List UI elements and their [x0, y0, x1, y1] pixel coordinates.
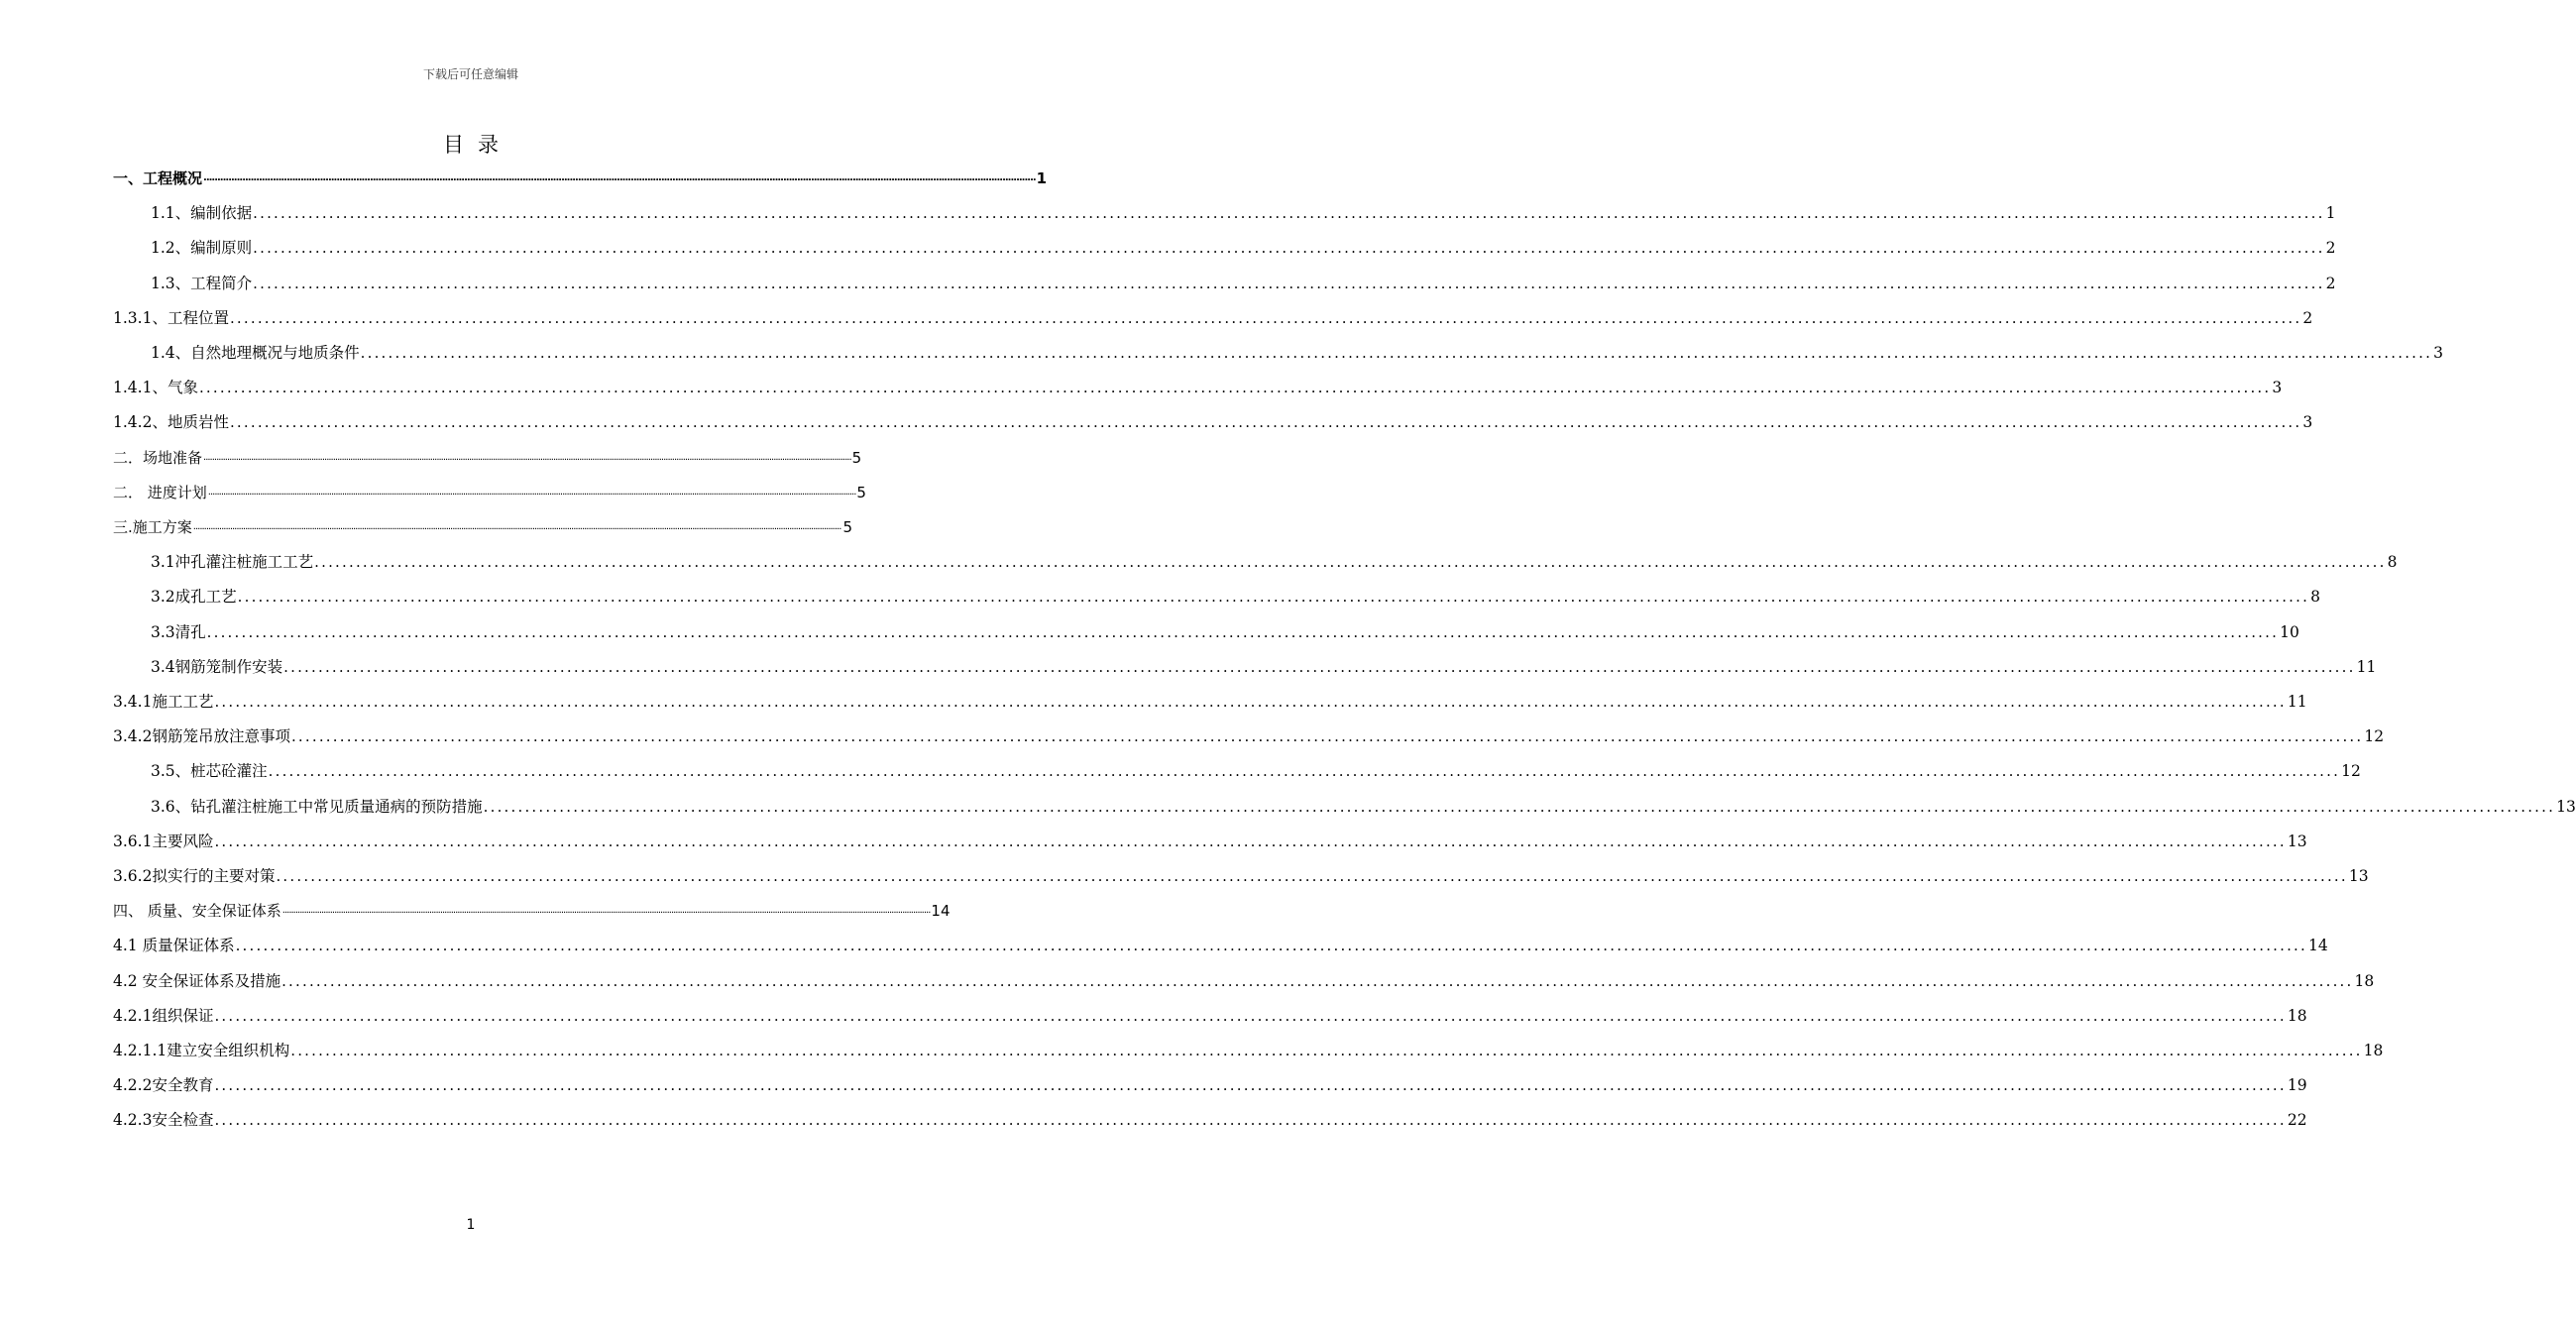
toc-entry-page: 18 — [2363, 1042, 2384, 1059]
toc-entry-label: 一、工程概况 — [113, 169, 203, 187]
toc-entry[interactable] — [113, 1073, 2307, 1097]
toc-entry-page: 2 — [2302, 308, 2313, 327]
toc-entry-page: 14 — [2308, 937, 2328, 955]
toc-leader-dots: ............................................................................................................................................................................................................................................................................................................ — [276, 867, 2348, 885]
toc-entry-page: 13 — [2287, 832, 2307, 850]
toc-leader-dots: ............................................................................................................................................................................................................................................................................................................ — [206, 622, 2280, 641]
toc-entry[interactable] — [113, 934, 2328, 957]
toc-entry-page: 13 — [2348, 867, 2369, 885]
toc-entry-label: 1.4、自然地理概况与地质条件 — [151, 344, 360, 362]
toc-entry-label: 1.1、编制依据 — [151, 204, 253, 223]
toc-leader-dots: ............................................................................................................................................................................................................................................................................................................ — [207, 486, 856, 498]
toc-entry[interactable] — [151, 201, 2336, 225]
toc-leader-dots: ............................................................................................................................................................................................................................................................................................................ — [237, 588, 2310, 607]
toc-entry[interactable] — [113, 446, 862, 470]
toc-leader-dots: ............................................................................................................................................................................................................................................................................................................ — [281, 905, 931, 917]
toc-leader-dots: ............................................................................................................................................................................................................................................................................................................ — [235, 937, 2307, 955]
toc-entry-page: 1 — [2325, 204, 2336, 223]
toc-entry[interactable] — [113, 830, 2307, 853]
toc-entry[interactable] — [151, 236, 2336, 260]
toc-entry-label: 3.2成孔工艺 — [151, 588, 237, 607]
toc-entry-page: 3 — [2272, 379, 2283, 397]
toc-entry[interactable] — [113, 864, 2369, 888]
toc-leader-dots: ............................................................................................................................................................................................................................................................................................................ — [253, 204, 2325, 223]
toc-entry[interactable] — [113, 724, 2385, 748]
toc-entry[interactable] — [113, 690, 2307, 714]
toc-entry[interactable] — [151, 759, 2361, 783]
toc-leader-dots: ............................................................................................................................................................................................................................................................................................................ — [253, 239, 2325, 258]
toc-entry[interactable] — [151, 585, 2320, 609]
toc-entry-page: 2 — [2325, 274, 2336, 292]
toc-entry-page: 22 — [2287, 1111, 2307, 1130]
toc-leader-dots: ............................................................................................................................................................................................................................................................................................................ — [214, 1111, 2287, 1130]
toc-leader-dots: ............................................................................................................................................................................................................................................................................................................ — [290, 727, 2364, 746]
toc-entry[interactable] — [113, 969, 2375, 993]
toc-entry-label: 1.3、工程简介 — [151, 274, 253, 292]
toc-leader-dots: ............................................................................................................................................................................................................................................................................................................ — [268, 762, 2341, 781]
toc-entry-page: 10 — [2280, 622, 2299, 641]
page-number: 1 — [466, 1217, 476, 1233]
toc-entry-label: 3.6、钻孔灌注桩施工中常见质量通病的预防措施 — [151, 797, 483, 816]
toc-entry-page: 18 — [2287, 1006, 2307, 1025]
toc-entry[interactable] — [151, 341, 2443, 365]
toc-entry[interactable] — [113, 1004, 2307, 1028]
toc-entry[interactable] — [151, 620, 2299, 644]
toc-entry-label: 1.2、编制原则 — [151, 239, 253, 258]
toc-leader-dots: ............................................................................................................................................................................................................................................................................................................ — [290, 1042, 2363, 1059]
toc-entry-page: 3 — [2302, 413, 2313, 432]
toc-entry-label: 二．场地准备 — [113, 448, 203, 467]
toc-entry-page: 5 — [851, 448, 862, 467]
toc-entry-label: 1.4.1、气象 — [113, 379, 198, 397]
toc-entry-page: 14 — [931, 902, 951, 921]
toc-entry-label: 3.6.1主要风险 — [113, 832, 214, 850]
toc-entry-label: 4.2.1.1建立安全组织机构 — [113, 1042, 290, 1059]
toc-entry-page: 3 — [2433, 344, 2443, 362]
toc-entry-page: 1 — [1036, 169, 1048, 187]
toc-leader-dots: ............................................................................................................................................................................................................................................................................................................ — [198, 379, 2272, 397]
toc-entry[interactable] — [113, 410, 2313, 434]
toc-leader-dots: ............................................................................................................................................................................................................................................................................................................ — [214, 693, 2287, 711]
toc-leader-dots: ............................................................................................................................................................................................................................................................................................................ — [229, 413, 2302, 432]
toc-entry-page: 11 — [2287, 693, 2307, 711]
toc-entry-label: 4.1 质量保证体系 — [113, 937, 235, 955]
toc-entry[interactable] — [151, 655, 2377, 679]
toc-leader-dots: ............................................................................................................................................................................................................................................................................................................ — [281, 971, 2354, 990]
toc-leader-dots: ............................................................................................................................................................................................................................................................................................................ — [360, 344, 2433, 362]
toc-entry-label: 3.5、桩芯砼灌注 — [151, 762, 268, 781]
toc-leader-dots: ............................................................................................................................................................................................................................................................................................................ — [214, 1076, 2287, 1095]
toc-leader-dots: ............................................................................................................................................................................................................................................................................................................ — [253, 274, 2325, 292]
toc-leader-dots: ............................................................................................................................................................................................................................................................................................................ — [203, 451, 851, 463]
toc-entry[interactable] — [113, 166, 1048, 190]
toc-entry-page: 19 — [2287, 1076, 2307, 1095]
toc-leader-dots: ............................................................................................................................................................................................................................................................................................................ — [229, 308, 2302, 327]
toc-entry[interactable] — [113, 376, 2283, 399]
toc-entry[interactable] — [151, 550, 2398, 574]
toc-leader-dots: ............................................................................................................................................................................................................................................................................................................ — [283, 657, 2356, 676]
toc-entry-label: 4.2.3安全检查 — [113, 1111, 214, 1130]
toc-entry-page: 11 — [2356, 657, 2377, 676]
toc-entry[interactable] — [113, 481, 866, 504]
toc-entry-label: 3.4.2钢筋笼吊放注意事项 — [113, 727, 290, 746]
toc-entry-label: 4.2.2安全教育 — [113, 1076, 214, 1095]
toc-entry-label: 3.1冲孔灌注桩施工工艺 — [151, 553, 314, 572]
toc-leader-dots: ............................................................................................................................................................................................................................................................................................................ — [214, 832, 2287, 850]
toc-leader-dots: ............................................................................................................................................................................................................................................................................................................ — [214, 1006, 2287, 1025]
toc-entry[interactable] — [151, 795, 2576, 819]
toc-entry[interactable] — [113, 306, 2313, 330]
toc-entry-label: 四、 质量、安全保证体系 — [113, 902, 281, 921]
toc-entry-page: 18 — [2354, 971, 2375, 990]
toc-entry-page: 12 — [2364, 727, 2385, 746]
toc-entry-label: 3.4.1施工工艺 — [113, 693, 214, 711]
toc-entry-page: 12 — [2341, 762, 2361, 781]
toc-entry[interactable] — [151, 272, 2336, 295]
toc-entry-page: 2 — [2325, 239, 2336, 258]
toc-entry-label: 4.2.1组织保证 — [113, 1006, 214, 1025]
toc-entry-label: 3.6.2拟实行的主要对策 — [113, 867, 276, 885]
toc-entry-label: 1.3.1、工程位置 — [113, 308, 229, 327]
toc-title: 目录 — [443, 133, 512, 157]
toc-entry-page: 5 — [842, 518, 852, 536]
toc-entry-page: 13 — [2556, 797, 2576, 816]
toc-entry[interactable] — [113, 515, 852, 539]
toc-entry-label: 3.3清孔 — [151, 622, 206, 641]
toc-entry-label: 三.施工方案 — [113, 518, 192, 536]
toc-entry[interactable] — [113, 1039, 2384, 1062]
toc-leader-dots: ............................................................................................................................................................................................................................................................................................................ — [314, 553, 2387, 572]
toc-leader-dots: ............................................................................................................................................................................................................................................................................................................ — [203, 172, 1036, 183]
toc-entry[interactable] — [113, 1108, 2307, 1132]
page-header: 下载后可任意编辑 — [422, 67, 518, 81]
toc-leader-dots: ............................................................................................................................................................................................................................................................................................................ — [192, 521, 841, 532]
toc-leader-dots: ............................................................................................................................................................................................................................................................................................................ — [483, 797, 2556, 816]
toc-entry[interactable] — [113, 899, 951, 923]
toc-entry-page: 8 — [2387, 553, 2398, 572]
toc-entry-label: 1.4.2、地质岩性 — [113, 413, 229, 432]
toc-entry-page: 5 — [856, 483, 866, 501]
toc-entry-label: 4.2 安全保证体系及措施 — [113, 971, 281, 990]
toc-entry-page: 8 — [2310, 588, 2320, 607]
toc-entry-label: 3.4钢筋笼制作安装 — [151, 657, 283, 676]
toc-entry-label: 二． 进度计划 — [113, 483, 207, 501]
